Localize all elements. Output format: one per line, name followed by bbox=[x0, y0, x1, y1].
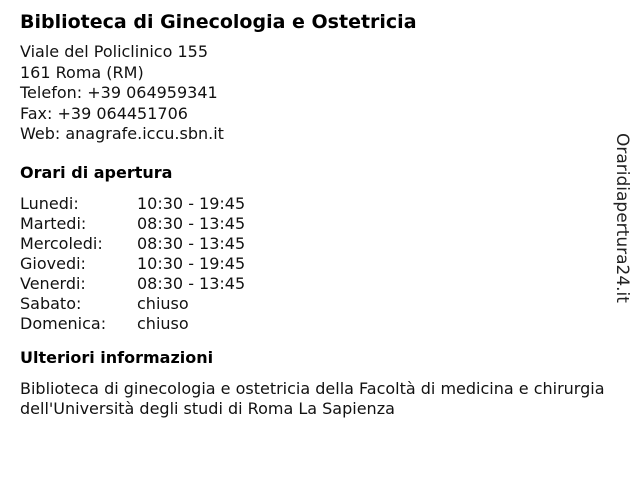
hours-row-saturday bbox=[20, 294, 245, 314]
website-text: Web: anagrafe.iccu.sbn.it bbox=[20, 124, 224, 143]
address-city: 161 Roma (RM) bbox=[20, 62, 144, 82]
address-street: Viale del Policlinico 155 bbox=[20, 42, 208, 61]
hours-value: chiuso bbox=[137, 293, 189, 313]
day-label: Sabato: bbox=[20, 293, 82, 313]
hours-value: 08:30 - 13:45 bbox=[137, 273, 246, 293]
site-watermark: Oraridiapertura24.it bbox=[612, 133, 632, 303]
day-label: Domenica: bbox=[20, 313, 107, 333]
hours-value: 08:30 - 13:45 bbox=[137, 213, 246, 233]
more-info-heading: Ulteriori informazioni bbox=[20, 347, 214, 367]
hours-value: 08:30 - 13:45 bbox=[137, 233, 246, 253]
opening-hours-table bbox=[20, 194, 245, 334]
day-label: Lunedi: bbox=[20, 193, 79, 213]
hours-value: 10:30 - 19:45 bbox=[137, 253, 246, 273]
hours-row-thursday bbox=[20, 254, 245, 274]
hours-row-friday bbox=[20, 274, 245, 294]
day-label: Venerdi: bbox=[20, 273, 86, 293]
day-label: Martedi: bbox=[20, 213, 87, 233]
fax-number: Fax: +39 064451706 bbox=[20, 103, 188, 123]
day-label: Mercoledi: bbox=[20, 233, 103, 253]
more-info-text: Biblioteca di ginecologia e ostetricia della Facoltà di medicina e chirurgia dell'Università degli studi di Roma La Sapienza bbox=[20, 378, 605, 418]
contact-block bbox=[20, 42, 610, 145]
page-title: Biblioteca di Ginecologia e Ostetricia bbox=[20, 11, 417, 33]
hours-row-monday bbox=[20, 194, 245, 214]
phone-number: Telefon: +39 064959341 bbox=[20, 83, 218, 102]
opening-hours-heading: Orari di apertura bbox=[20, 162, 173, 182]
library-details bbox=[20, 10, 610, 435]
hours-value: chiuso bbox=[137, 313, 189, 333]
hours-value: 10:30 - 19:45 bbox=[137, 193, 246, 213]
hours-row-tuesday bbox=[20, 214, 245, 234]
day-label: Giovedi: bbox=[20, 253, 86, 273]
hours-row-wednesday bbox=[20, 234, 245, 254]
hours-row-sunday bbox=[20, 314, 245, 334]
